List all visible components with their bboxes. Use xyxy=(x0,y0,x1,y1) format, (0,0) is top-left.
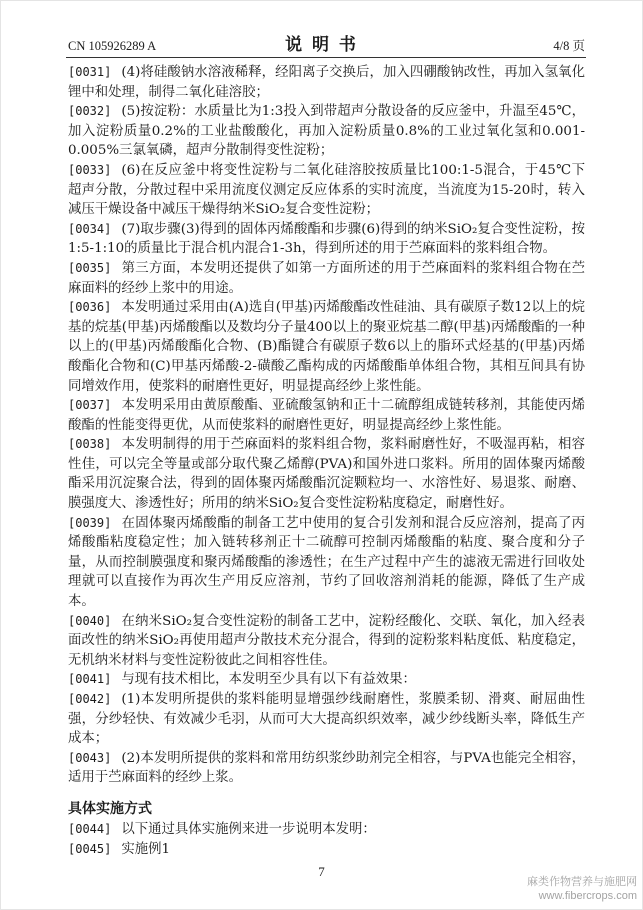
paragraph xyxy=(68,298,585,396)
paragraph-number: [0039] xyxy=(68,515,112,530)
paragraph xyxy=(68,259,585,298)
section-heading: 具体实施方式 xyxy=(68,800,152,817)
paragraph-text: (5)按淀粉：水质量比为1:3投入到带超声分散设备的反应釜中，升温至45℃，加入淀粉质量0.2%的工业盐酸酸化，再加入淀粉质量0.8%的工业过氧化氢和0.001-0.005%三氯氧磷，超声分散制得变性淀粉； xyxy=(68,104,585,159)
paragraph-text: 在固体聚丙烯酸酯的制备工艺中使用的复合引发剂和混合反应溶剂，提高了丙烯酸酯粘度稳定性；加入链转移剂正十二硫醇可控制丙烯酸酯的粘度、聚合度和分子量，从而控制膜强度和聚丙烯酸酯的渗透性；在生产过程中产生的滤液无需进行回收处理就可以直接作为再次生产用反应溶剂，节约了回收溶剂消耗的能源，降低了生产成本。 xyxy=(68,515,585,610)
paragraph-number: [0035] xyxy=(68,260,112,275)
paragraph-text: 以下通过具体实施例来进一步说明本发明： xyxy=(121,821,376,837)
paragraph-text: 本发明制得的用于苎麻面料的浆料组合物，浆料耐磨性好，不吸湿再粘，相容性佳，可以完全等量或部分取代聚乙烯醇(PVA)和国外进口浆料。所用的固体聚丙烯酸酯采用沉淀聚合法，得到的固体聚丙烯酸酯沉淀颗粒均一、水溶性好、易退浆、耐磨、膜强度大、渗透性好；所用的纳米SiO₂复合变性淀粉粘度稳定，耐磨性好。 xyxy=(68,437,585,512)
paragraph-number: [0044] xyxy=(68,821,112,836)
document-body xyxy=(68,63,585,859)
paragraph xyxy=(68,612,585,671)
header-divider xyxy=(66,57,586,58)
paragraph-text: 本发明通过采用由(A)选自(甲基)丙烯酸酯改性硅油、具有碳原子数12以上的烷基的烷基(甲基)丙烯酸酯以及数均分子量400以上的聚亚烷基二醇(甲基)丙烯酸酯的一种以上的(甲基)丙烯酸酯化合物、(B)酯键合有碳原子数6以上的脂环式烃基的(甲基)丙烯酸酯化合物和(C)甲基丙烯酸-2-磺酸乙酯构成的丙烯酸酯单体组合物，其相互间具有协同增效作用，使浆料的耐磨性更好，明显提高经纱上浆性能。 xyxy=(68,300,585,394)
paragraph xyxy=(68,435,585,513)
paragraph-number: [0040] xyxy=(68,613,112,628)
document-title: 说 明 书 xyxy=(285,35,358,55)
paragraph xyxy=(68,820,585,840)
paragraph-number: [0036] xyxy=(68,300,112,315)
paragraph xyxy=(68,396,585,435)
watermark-url: www.fibercrops.com xyxy=(538,890,637,902)
paragraph-number: [0041] xyxy=(68,672,112,687)
page-number: 7 xyxy=(318,864,325,879)
paragraph-text: (7)取步骤(3)得到的固体丙烯酸酯和步骤(6)得到的纳米SiO₂复合变性淀粉，按1:5-1:10的质量比于混合机内混合1-3h，得到所述的用于苎麻面料的浆料组合物。 xyxy=(68,221,585,257)
paragraph-text: 本发明采用由黄原酸酯、亚硫酸氢钠和正十二硫醇组成链转移剂，其能使丙烯酸酯的性能变得更优，从而使浆料的耐磨性更好，明显提高经纱上浆性能。 xyxy=(68,398,585,433)
watermark-site-name: 麻类作物营养与施肥网 xyxy=(527,875,637,888)
paragraph-text: 第三方面，本发明还提供了如第一方面所述的用于苎麻面料的浆料组合物在苎麻面料的经纱上浆中的用途。 xyxy=(68,260,585,296)
paragraph xyxy=(68,161,585,220)
paragraph-text: 在纳米SiO₂复合变性淀粉的制备工艺中，淀粉经酸化、交联、氧化，加入经表面改性的纳米SiO₂再使用超声分散技术充分混合，得到的淀粉浆料粘度低、粘度稳定，无机纳米材料与变性淀粉彼此之间相容性佳。 xyxy=(68,613,585,668)
patent-number: CN 105926289 A xyxy=(68,39,157,53)
paragraph-text: 实施例1 xyxy=(121,841,171,857)
paragraph-number: [0037] xyxy=(68,398,112,413)
paragraph-text: (2)本发明所提供的浆料和常用纺织浆纱助剂完全相容，与PVA也能完全相容，适用于苎麻面料的经纱上浆。 xyxy=(68,750,585,786)
paragraph-text: (4)将硅酸钠水溶液稀释，经阳离子交换后，加入四硼酸钠改性，再加入氢氧化锂中和处理，制得二氧化硅溶胶； xyxy=(68,65,585,100)
paragraph xyxy=(68,690,585,749)
paragraph xyxy=(68,63,585,102)
paragraph-text: (6)在反应釜中将变性淀粉与二氧化硅溶胶按质量比100:1-5混合，于45℃下超声分散，分散过程中采用流度仪测定反应体系的实时流度，当流度为15-20时，转入减压干燥设备中减压干燥得纳米SiO₂复合变性淀粉； xyxy=(68,162,585,218)
paragraph-number: [0031] xyxy=(68,65,112,79)
paragraph-number: [0032] xyxy=(68,104,112,119)
paragraph xyxy=(68,514,585,612)
watermark xyxy=(527,874,637,904)
page-of-total: 4/8 页 xyxy=(553,39,585,53)
paragraph xyxy=(68,220,585,259)
paragraph-text: 与现有技术相比，本发明至少具有以下有益效果： xyxy=(121,672,416,688)
paragraph xyxy=(68,102,585,161)
paragraph-text: (1)本发明所提供的浆料能明显增强纱线耐磨性，浆膜柔韧、滑爽、耐屈曲性强，分纱轻快、有效减少毛羽，从而可大大提高织织效率，减少纱线断头率，降低生产成本； xyxy=(68,692,585,747)
paragraph-number: [0042] xyxy=(68,692,112,706)
paragraph-number: [0045] xyxy=(68,841,112,856)
paragraph-number: [0033] xyxy=(68,162,112,177)
paragraph-number: [0043] xyxy=(68,750,112,765)
paragraph xyxy=(68,840,585,860)
paragraph xyxy=(68,670,585,690)
paragraph-number: [0038] xyxy=(68,437,112,452)
paragraph xyxy=(68,749,585,788)
paragraph-number: [0034] xyxy=(68,221,112,236)
